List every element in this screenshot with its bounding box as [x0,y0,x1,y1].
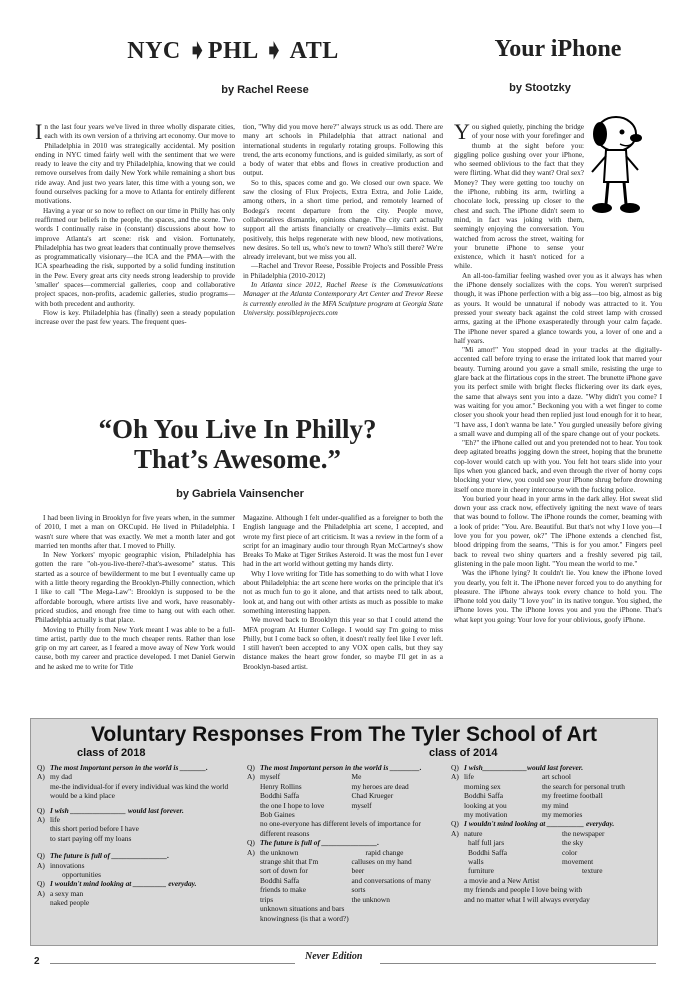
answer: unknown situations and bars [260,904,345,914]
class-2014-label: class of 2014 [429,747,498,759]
question: The future is full of _______________. [50,851,170,861]
answer: the search for personal truth [542,781,625,791]
question: The future is full of _______________. [260,838,380,848]
article2-para: Was the iPhone lying? It couldn't lie. You knew the iPhone loved you dearly, you felt it. The iPhone never forced you to do anything for pleasure. The iPhone always took every chance to hold you. The iPhone told you daily "I love you" in its native tongue. You sighed, the iPhone loves you. The iPhone loves you and you the iPhone. That's what kept you going: Your love for your oblivious, goofy iPhone. [454,568,662,624]
answer: art school [542,772,571,782]
a-label: A) [37,815,45,825]
q-label: Q) [37,763,45,772]
answer: sort of down for [260,866,308,876]
a-label: A) [451,828,459,838]
article2-dropcap: Y [454,119,470,144]
answer: movement [562,857,594,867]
answer: knowingness (is that a word?) [260,913,349,923]
answer: half full jars [468,838,505,848]
edition-label: Never Edition [305,951,363,962]
q-label: Q) [451,763,459,772]
footer-rule [380,963,656,964]
article3-col1 [35,513,235,671]
answer: trips [260,894,274,904]
article1-byline: by Rachel Reese [221,84,309,96]
answer: a movie and a New Artist [464,875,540,885]
a-label: A) [247,847,255,857]
answer: and no matter what I will always everyday [464,894,590,904]
article2-para: "Mi amor!" You stopped dead in your tracks at the digitally-accented call before trying to erase the irritated look that marred your beauty. Turning around you gave a small smile, resisting the urge to glare back at the flirtatious cops in the street. The brunette iPhone gave you its perfect smile with bright flecks flickering over its dark eyes, the same that always sent you into a daze. "Why didn't you come? I was waiting for you amor." Beckoning you with a wet finger to come closer you shook your head then replied just loud enough for it to hear, "I have ass, I don't wanna be late." You gurgled uneasily before giving a small wave and dumping all of the spare change out of your pockets. [454,345,662,438]
answer: opportunities [62,870,102,880]
survey-col2 [247,763,443,923]
answer: Bob Gaines [260,810,295,820]
article1-para: tion, "Why did you move here?" always struck us as odd. There are many art schools in Philadelphia that attract national and international students in regularly rotating groups. Following this trend, the arts economy functions, and is guided similarly, as sort of a body of water that ebbs and flows in creative production and output. [243,122,443,178]
answer: calluses on my hand [351,857,412,867]
answer: furniture [468,866,494,876]
answer: life [464,772,474,782]
answer: looking at you [464,800,507,810]
answer: a sexy man [50,888,84,898]
answer: morning sex [464,781,501,791]
answer: nature [464,828,483,838]
answer: my freetime football [542,791,603,801]
survey-col1 [37,763,237,908]
answer: color [562,847,578,857]
article3-para: Magazine. Although I felt under-qualified as a foreigner to both the English language and the Philadelphia art scene, I accepted, and wrote my first piece of art criticism. It was a review in the form of a script for an imaginary audio tour through Ryan McCartney's show Breaks To Make at Tiger Strikes Asteroid. It was the most fun I ever had in the art world without getting my hands dirty. [243,513,443,569]
answer: my dad [50,772,72,782]
answer: friends to make [260,885,306,895]
answer: and conversations of many sorts [351,875,431,895]
answer: Chad Krueger [351,791,394,801]
a-label: A) [37,772,45,782]
question: I wouldn't mind looking at __________ everyday. [464,819,615,829]
answer: the unknown [260,847,299,857]
answer: walls [468,857,484,867]
answer: Henry Rollins [260,781,302,791]
a-label: A) [451,772,459,782]
answer: my memories [542,810,583,820]
survey-col3 [451,763,651,904]
article3-para: We moved back to Brooklyn this year so that I could attend the MFA program At Hunter College. I would say I'm going to miss Philly, but I come back so often, it doesn't really feel like I ever left. I still haven't been accepted to any VOX open calls, but they say distance makes the heart grow fonder, so maybe I'll get in as a Brooklyn-based artist. [243,615,443,671]
question: The most Important person in the world is _______. [50,763,208,772]
answer: Boddhi Saffa [464,791,504,801]
article3-byline: by Gabriela Vainsencher [176,488,304,500]
article1-dropcap: I [35,119,43,144]
answer: to start paying off my loans [50,833,132,843]
answer: my friends and people I love being with [464,885,583,895]
article1-para: n the last four years we've lived in three wholly disparate cities, each with its own version of a thriving art economy. Our move to Philadelphia in 2010 was strategically accidental. My position ending in NYC timed fairly well with the sentiment that we were ready to leave the city and try Philadelphia, knowing that we could remove ourselves from daily New York while remaining a short bus ride away. And just two years later, this time with a young son, we found ourselves packing for a move to Atlanta for entirely different motivations. [35,122,235,206]
question: I wouldn't mind looking at _________ everyday. [50,879,197,889]
article2-byline: by Stootzky [509,82,571,94]
article1-para: —Rachel and Trevor Reese, Possible Projects and Possible Press in Philadelphia (2010-2012) [243,261,443,280]
answer: my heroes are dead [351,781,409,791]
answer: the one I hope to love [260,800,325,810]
article1-note: In Atlanta since 2012, Rachel Reese is the Communications Manager at the Atlanta Contemporary Art Center and Trevor Reese is currently enrolled in the MFA Sculpture program at Georgia State University. possibleprojects.com [243,280,443,317]
question: I wish _______________ would last forever. [50,805,184,815]
q-label: Q) [37,879,45,889]
q-label: Q) [247,763,255,772]
article2-para: "Eh?" the iPhone called out and you pretended not to hear. You took deep agitated breaths jogging down the street, hoping that the brunette cop-lover would catch up with you. You felt hot tears slide into your lips when you glanced back, and even through the river of horny cops blocking your view, you could see your iPhone shrug before drowning itself once more in cheery intercourse with the fucking police. [454,438,662,494]
answer: Boddhi Saffa [468,847,508,857]
article1-col1 [35,119,235,327]
q-label: Q) [37,851,45,861]
article1-col2 [243,122,443,317]
answer: myself [351,800,372,810]
answer: beer [351,866,365,876]
footer-rule [50,963,295,964]
answer: texture [582,866,603,876]
answer: myself [260,772,281,782]
answer: naked people [50,898,90,908]
answer: life [50,815,60,825]
answer: my motivation [464,810,508,820]
a-label: A) [37,888,45,898]
question: I wish____________would last forever. [464,763,584,772]
answer: the unknown [351,894,390,904]
answer: my mind [542,800,569,810]
article3-para: Why I love writing for Title has something to do with what I love about Philadelphia: the art scene here works on the principle that it's not as much fun to go it alone, and that artists need to talk about, look at, and hang out with other artists as much as possible to make something interesting happen. [243,568,443,615]
survey-box [30,718,658,946]
article3-para: In New Yorkers' myopic geographic vision, Philadelphia has gotten the rare "oh-you-live-there?-that's-awesome" status. This started as a source of bewilderment to me but I eventually came up with a little theory regarding the Brooklyn-Philly connection, which I like to call "The Mega-Law": Brooklyn is supposed to be the affordable borough, where artists live and work, have reasonably-priced studios, and enough free time to hang out with each other. Philadelphia actually is that place. [35,550,235,625]
answer: innovations [50,860,85,870]
article2-para: ou sighed quietly, pinching the bridge of your nose with your forefinger and thumb at the sight before you: giggling police gushing over your iPhone, who seemed oblivious to the fact that they were flirting. What did they want? Oral sex? Money? They were getting too touchy on the iPhone, rubbing its arm, twirling a chocolate lock, pressing up closer to the chest and such. The iPhone didn't seem to mind, in fact was joking with them, seemingly enjoying the conversation. You watched from across the street, waiting for your brunette iPhone to sense your existence, which it hasn't noticed for a while. [454,122,584,271]
answer: strange shit that I'm [260,857,319,867]
q-label: Q) [247,838,255,848]
answer: the sky [562,838,584,848]
answer: the newspaper [562,828,605,838]
a-label: A) [37,860,45,870]
page-number: 2 [34,956,40,967]
article1-para: Having a year or so now to reflect on our time in Philly has only reaffirmed our beliefs in the people, the spaces, and the scene. Two words I continually raise in (constant) discussions about how to improve Atlanta's art scene: risk and vision. Fortunately, Philadelphia has two great leaders that continually prove themselves as programmatically visionary—the ICA and the PMA—with the ICA spearheading the risk, supported by a solid funding institution in the Pew. Every great arts city needs strong leadership to provide 'smaller' spaces—commercial galleries, coop and collaborative project spaces, non-profits, academic galleries, studio programs—with both precedent and authority. [35,205,235,308]
article1-para: Flow is key. Philadelphia has (finally) seen a steady population increase over the past few years. The frequent ques- [35,307,235,327]
article3-title-line2: That’s Awesome.” [134,444,341,474]
survey-title: Voluntary Responses From The Tyler School of Art [90,723,598,746]
article3-title-line1: “Oh You Live In Philly? [98,414,377,444]
article2-body [454,119,662,624]
answer: this short period before I have [50,824,139,834]
class-2018-label: class of 2018 [77,747,146,759]
answer: Boddhi Saffa [260,791,300,801]
article3-para: I had been living in Brooklyn for five years when, in the summer of 2010, I met a man on OKCupid. He lived in Philadelphia. I wasn't sure where that was exactly. We met a month later and got married ten months after that. I moved to Philly. [35,513,235,550]
article2-title: Your iPhone [494,36,622,62]
a-label: A) [247,772,255,782]
answer: rapid change [365,847,404,857]
question: The most Important person in the world is ________. [260,763,422,772]
article3-para: Moving to Philly from New York meant I was able to be a full-time artist, partly due to the much cheaper rents. Rather than lose grip on my art career, as I feared a move away of New York would cause, both my career and practice developed. I met Daniel Gerwin and he asked me to write for Title [35,624,235,671]
q-label: Q) [451,819,459,829]
article2-para: An all-too-familiar feeling washed over you as it always has when the iPhone densely socializes with the cops. You weren't surprised though, it was iPhone perfection with a big ass—too big, almost as big as yours. It would be unnatural if nobody was attracted to it. You pressed your sweaty back against the cold street lamp with crossed arms, gazing at the iPhone exasperatedly through your calm façade. The iPhone never spared a glance towards you, a lover of one and a half years. [454,270,662,345]
article1-title: NYC ➧PHL ➧ ATL [127,38,339,64]
answer: me-the individual-for if every individual was kind the world would be a kind place [50,781,229,801]
answer: Me [351,772,362,782]
article2-para: You buried your head in your arms in the dark alley. Hot sweat slid down your ass crack now, effectively igniting the next wave of tears that was bound to follow. The iPhone rounds the corner, beaming with a look of pride: "You. Are. Beautiful. But that's not why I love you—I love you for you power, ok?" The iPhone extends a clenched fist, blood dripping from the seams, "This is for you amor." Fingers peel back to reveal two shiny quarters and a freshly severed pig tail, glistening in the pale moon light. "You mean the world to me." [454,493,662,568]
article1-para: So to this, spaces come and go. We closed our own space. We saw the closing of Flux Projects, Extra Extra, and Jolie Laide, among others, in a short time period, and remotely learned of Bodega's recent departure from the city. People move, collaboratives dismantle, opinions change. The city can't actually support all the artists financially or creatively—limits exist. But positively, this helps regenerate with new blood, new motivations, new desires. So tell us, who's new to town? Who's still there? We're already irrelevant, but we miss you all. [243,177,443,262]
q-label: Q) [37,805,45,815]
answer: no one-everyone has different levels of importance for different reasons [260,819,421,838]
article3-col2 [243,513,443,671]
answer: Boddhi Saffa [260,875,300,885]
